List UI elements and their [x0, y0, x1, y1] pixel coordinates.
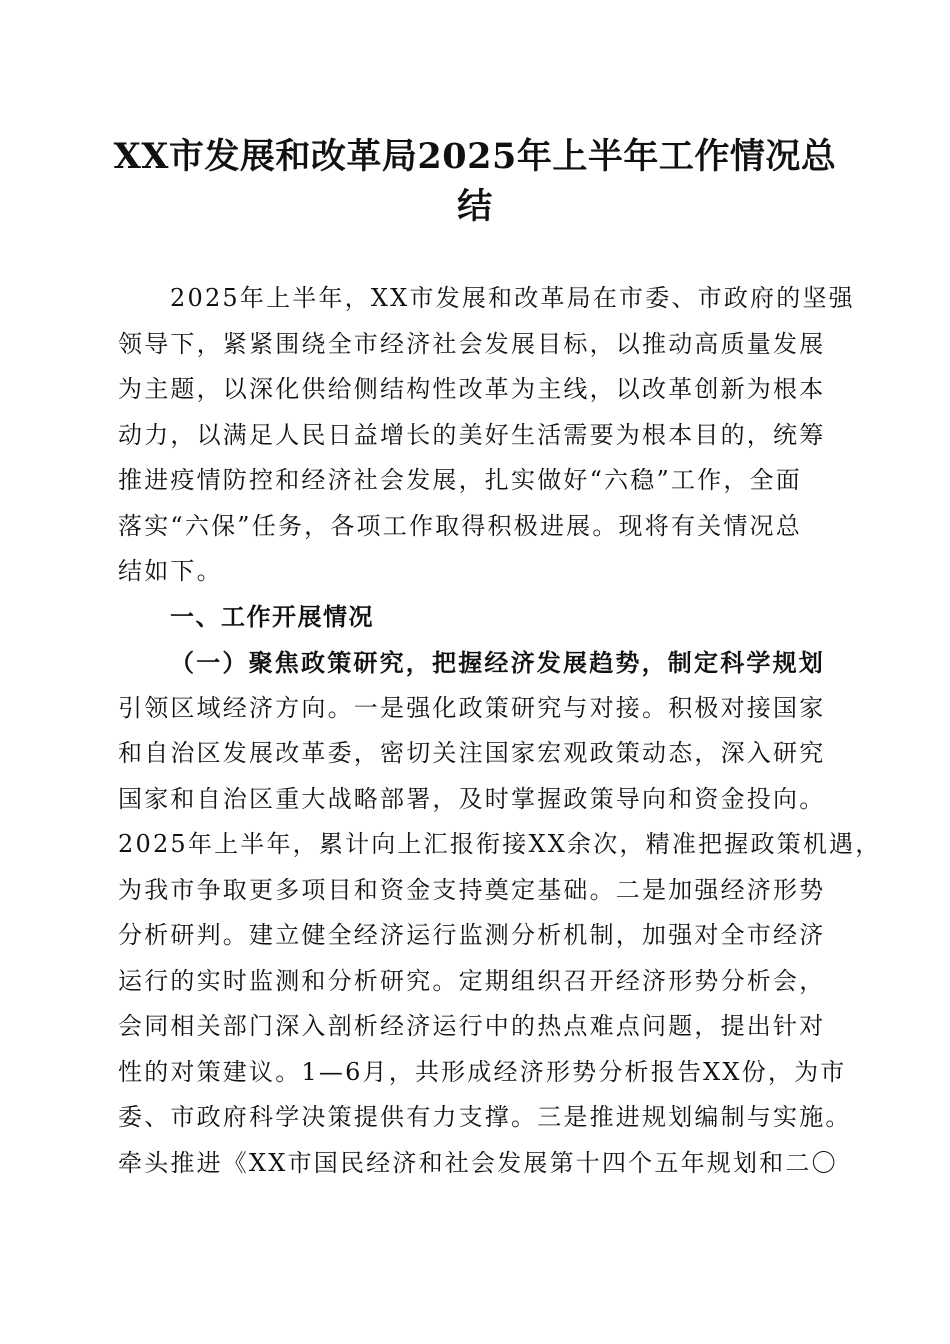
title-line-2: 结 [457, 186, 493, 227]
intro-line-1: 2025年上半年，XX市发展和改革局在市委、市政府的坚强 [170, 284, 855, 312]
intro-line-6: 落实“六保”任务，各项工作取得积极进展。现将有关情况总 [118, 511, 802, 540]
body-line-9: 性的对策建议。1—6月，共形成经济形势分析报告XX份，为市 [118, 1057, 847, 1086]
intro-line-5: 推进疫情防控和经济社会发展，扎实做好“六稳”工作，全面 [118, 466, 802, 494]
section-heading: 一、工作开展情况 [170, 602, 374, 631]
body-line-8: 会同相关部门深入剖析经济运行中的热点难点问题，提出针对 [118, 1012, 826, 1040]
body-line-11: 牵头推进《XX市国民经济和社会发展第十四个五年规划和二〇 [118, 1148, 838, 1177]
document-body [118, 276, 882, 1186]
body-line-10: 委、市政府科学决策提供有力支撑。三是推进规划编制与实施。 [118, 1103, 852, 1131]
intro-line-3: 为主题，以深化供给侧结构性改革为主线，以改革创新为根本 [118, 375, 826, 403]
body-line-4: 2025年上半年，累计向上汇报衔接XX余次，精准把握政策机遇， [118, 830, 882, 858]
body-line-2: 和自治区发展改革委，密切关注国家宏观政策动态，深入研究 [118, 739, 826, 767]
document-title [100, 132, 850, 232]
intro-line-2: 领导下，紧紧围绕全市经济社会发展目标，以推动高质量发展 [118, 329, 826, 358]
subsection-heading: （一）聚焦政策研究，把握经济发展趋势，制定科学规划 [170, 648, 825, 677]
body-line-3: 国家和自治区重大战略部署，及时掌握政策导向和资金投向。 [118, 784, 826, 813]
body-line-5: 为我市争取更多项目和资金支持奠定基础。二是加强经济形势 [118, 875, 826, 904]
intro-line-7: 结如下。 [118, 557, 223, 585]
body-line-7: 运行的实时监测和分析研究。定期组织召开经济形势分析会， [118, 966, 826, 995]
body-line-1: 引领区域经济方向。一是强化政策研究与对接。积极对接国家 [118, 693, 826, 722]
body-line-6: 分析研判。建立健全经济运行监测分析机制，加强对全市经济 [118, 921, 826, 949]
intro-line-4: 动力，以满足人民日益增长的美好生活需要为根本目的，统筹 [118, 420, 826, 449]
title-line-1: XX市发展和改革局2025年上半年工作情况总 [113, 136, 837, 177]
